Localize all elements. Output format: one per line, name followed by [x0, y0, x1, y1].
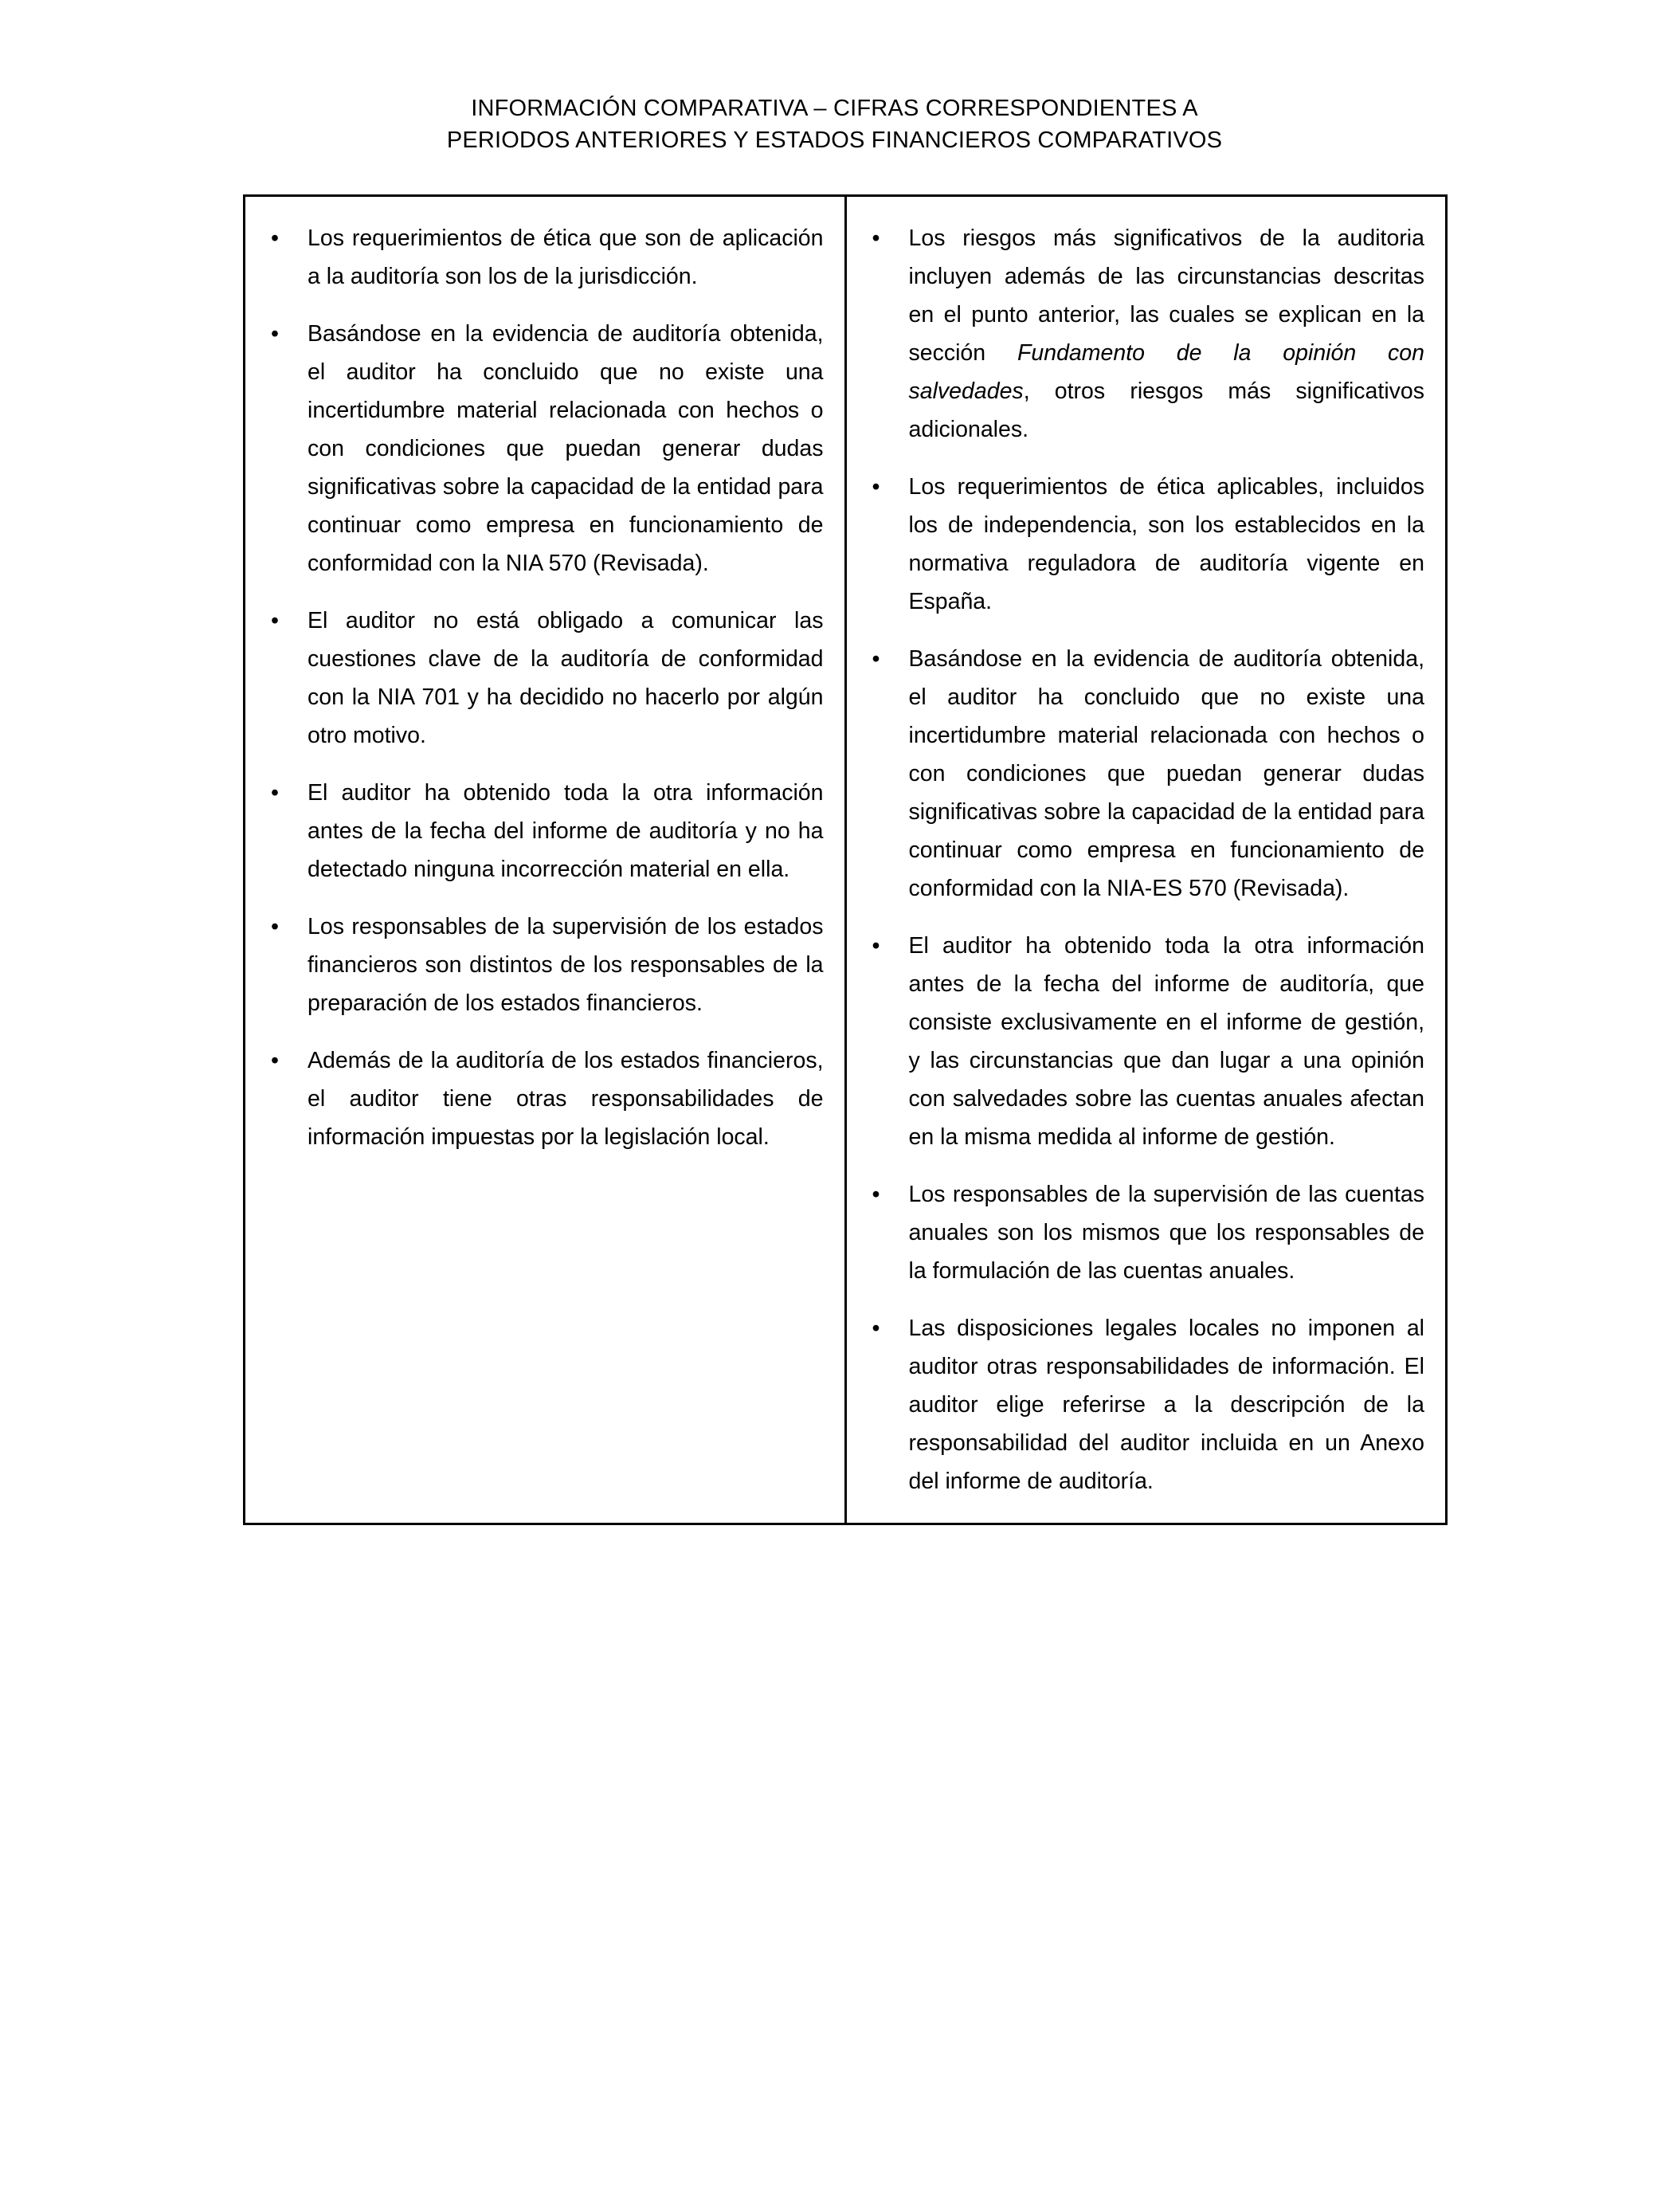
- list-item: [868, 927, 1425, 1156]
- right-column: [845, 196, 1447, 1524]
- list-item: [868, 219, 1425, 449]
- bullet-text: El auditor ha obtenido toda la otra información antes de la fecha del informe de auditoría, que consiste exclusivamente en el informe de gestión, y las circunstancias que dan lugar a una opinión con salvedades sobre las cuentas anuales afectan en la misma medida al informe de gestión.: [908, 933, 1424, 1150]
- title-line-1: INFORMACIÓN COMPARATIVA – CIFRAS CORRESPONDIENTES A: [471, 96, 1198, 121]
- bullet-text: Además de la auditoría de los estados financieros, el auditor tiene otras responsabilidades de información impuestas por la legislación local.: [308, 1048, 824, 1150]
- list-item: [868, 1175, 1425, 1290]
- bullet-text: , otros riesgos más significativos adicionales.: [908, 378, 1424, 442]
- bullet-text-italic: Fundamento de la opinión con salvedades: [908, 340, 1424, 404]
- bullet-text: Los requerimientos de ética que son de aplicación a la auditoría son los de la jurisdicción.: [308, 226, 824, 289]
- list-item: [266, 315, 824, 582]
- bullet-text: Los requerimientos de ética aplicables, incluidos los de independencia, son los establecidos en la normativa reguladora de auditoría vigente en España.: [908, 474, 1424, 614]
- title-line-2: PERIODOS ANTERIORES Y ESTADOS FINANCIEROS COMPARATIVOS: [446, 127, 1223, 153]
- list-item: [868, 1309, 1425, 1500]
- bullet-text: El auditor ha obtenido toda la otra información antes de la fecha del informe de auditoría y no ha detectado ninguna incorrección material en ella.: [308, 780, 824, 882]
- comparison-table: [243, 194, 1448, 1525]
- list-item: [266, 1041, 824, 1156]
- list-item: [266, 908, 824, 1022]
- bullet-text: Las disposiciones legales locales no imponen al auditor otras responsabilidades de información. El auditor elige referirse a la descripción de la responsabilidad del auditor incluida en un Anexo del informe de auditoría.: [908, 1316, 1424, 1494]
- left-column: [245, 196, 846, 1524]
- bullet-text: Los riesgos más significativos de la auditoria incluyen además de las circunstancias descritas en el punto anterior, las cuales se explican en la sección: [908, 226, 1424, 366]
- list-item: [266, 219, 824, 296]
- list-item: [868, 468, 1425, 621]
- list-item: [266, 602, 824, 755]
- bullet-text: Basándose en la evidencia de auditoría obtenida, el auditor ha concluido que no existe una incertidumbre material relacionada con hechos o con condiciones que puedan generar dudas significativas sobre la capacidad de la entidad para continuar como empresa en funcionamiento de conformidad con la NIA-ES 570 (Revisada).: [908, 646, 1424, 901]
- bullet-text: Los responsables de la supervisión de los estados financieros son distintos de los responsables de la preparación de los estados financieros.: [308, 914, 824, 1016]
- list-item: [868, 640, 1425, 908]
- list-item: [266, 774, 824, 888]
- document-title: [0, 92, 1669, 156]
- bullet-text: El auditor no está obligado a comunicar las cuestiones clave de la auditoría de conformidad con la NIA 701 y ha decidido no hacerlo por algún otro motivo.: [308, 608, 824, 748]
- table-row: [245, 196, 1447, 1524]
- bullet-text: Los responsables de la supervisión de las cuentas anuales son los mismos que los responsables de la formulación de las cuentas anuales.: [908, 1182, 1424, 1284]
- bullet-text: Basándose en la evidencia de auditoría obtenida, el auditor ha concluido que no existe una incertidumbre material relacionada con hechos o con condiciones que puedan generar dudas significativas sobre la capacidad de la entidad para continuar como empresa en funcionamiento de conformidad con la NIA 570 (Revisada).: [308, 321, 824, 576]
